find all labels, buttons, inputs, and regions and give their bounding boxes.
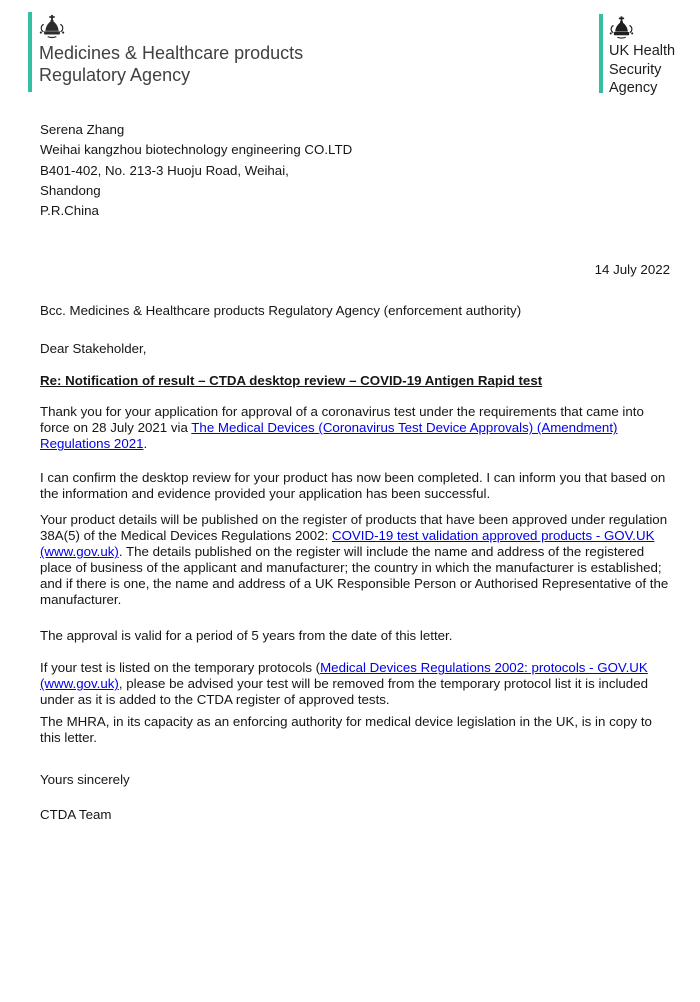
text-run: If your test is listed on the temporary protocols (	[40, 660, 321, 676]
ukhsa-logo-line3: Agency	[609, 80, 658, 96]
signature: CTDA Team	[40, 807, 112, 823]
text-run: Your product details will be published on the register of products that have been approved under regulation 38A(5) of the Medical Devices Regulations 2002:	[40, 512, 668, 544]
text-run: The approval is valid for a period of 5 years from the date of this letter.	[40, 628, 453, 644]
letter-date: 14 July 2022	[594, 262, 670, 278]
subject-line: Re: Notification of result – CTDA desktop review – COVID-19 Antigen Rapid test	[40, 373, 543, 389]
paragraph-mhra-copy	[40, 714, 670, 746]
royal-crest-icon	[39, 12, 303, 41]
recipient-address	[40, 120, 670, 221]
bcc-line: Bcc. Medicines & Healthcare products Regulatory Agency (enforcement authority)	[40, 303, 522, 319]
mhra-logo	[28, 12, 303, 92]
recipient-company: Weihai kangzhou biotechnology engineering CO.LTD	[40, 142, 353, 158]
text-run: I can confirm the desktop review for your product has now been completed. I can inform you that based on the information and evidence provided your application has been successful.	[40, 470, 666, 502]
recipient-street: B401-402, No. 213-3 Huoju Road, Weihai,	[40, 162, 289, 178]
approved-products-register-link[interactable]: COVID-19 test validation approved products - GOV.UK (www.gov.uk)	[40, 528, 655, 560]
recipient-country: P.R.China	[40, 203, 99, 219]
text-run: .	[143, 436, 148, 452]
mhra-logo-line1: Medicines & Healthcare products	[39, 43, 304, 63]
ukhsa-logo-line2: Security	[609, 61, 662, 78]
paragraph-approval-validity	[40, 628, 670, 644]
paragraph-register-details	[40, 512, 670, 608]
text-run: . The details published on the register will include the name and address of the registered place of business of the applicant and manufacturer; the country in which the manufacturer is established; and if there is one, the name and address of a UK Responsible Person or Authorised Representative of the manufacturer.	[40, 544, 669, 608]
paragraph-temporary-protocols	[40, 660, 670, 708]
ukhsa-logo	[599, 14, 675, 98]
paragraph-review-successful	[40, 470, 670, 502]
mhra-logo-teal-bar	[28, 12, 32, 92]
text-run: Thank you for your application for approval of a coronavirus test under the requirements that came into force on 28 July 2021 via	[40, 404, 644, 436]
ukhsa-logo-teal-bar	[599, 14, 603, 93]
recipient-region: Shandong	[40, 182, 101, 198]
letter-body	[40, 120, 670, 823]
closing: Yours sincerely	[40, 772, 130, 788]
regulations-2021-link[interactable]: The Medical Devices (Coronavirus Test Device Approvals) (Amendment) Regulations 2021	[40, 420, 618, 452]
text-run: The MHRA, in its capacity as an enforcing authority for medical device legislation in the UK, is in copy to this letter.	[40, 714, 652, 746]
salutation: Dear Stakeholder,	[40, 341, 147, 357]
temporary-protocols-link[interactable]: Medical Devices Regulations 2002: protocols - GOV.UK (www.gov.uk)	[40, 660, 648, 692]
text-run: , please be advised your test will be removed from the temporary protocol list it is included under as it is added to the CTDA register of approved tests.	[40, 676, 648, 708]
recipient-name: Serena Zhang	[40, 122, 125, 137]
ukhsa-logo-line1: UK Health	[609, 43, 676, 59]
paragraph-application-received	[40, 404, 670, 452]
mhra-logo-line2: Regulatory Agency	[39, 65, 191, 85]
royal-crest-icon	[609, 14, 675, 41]
